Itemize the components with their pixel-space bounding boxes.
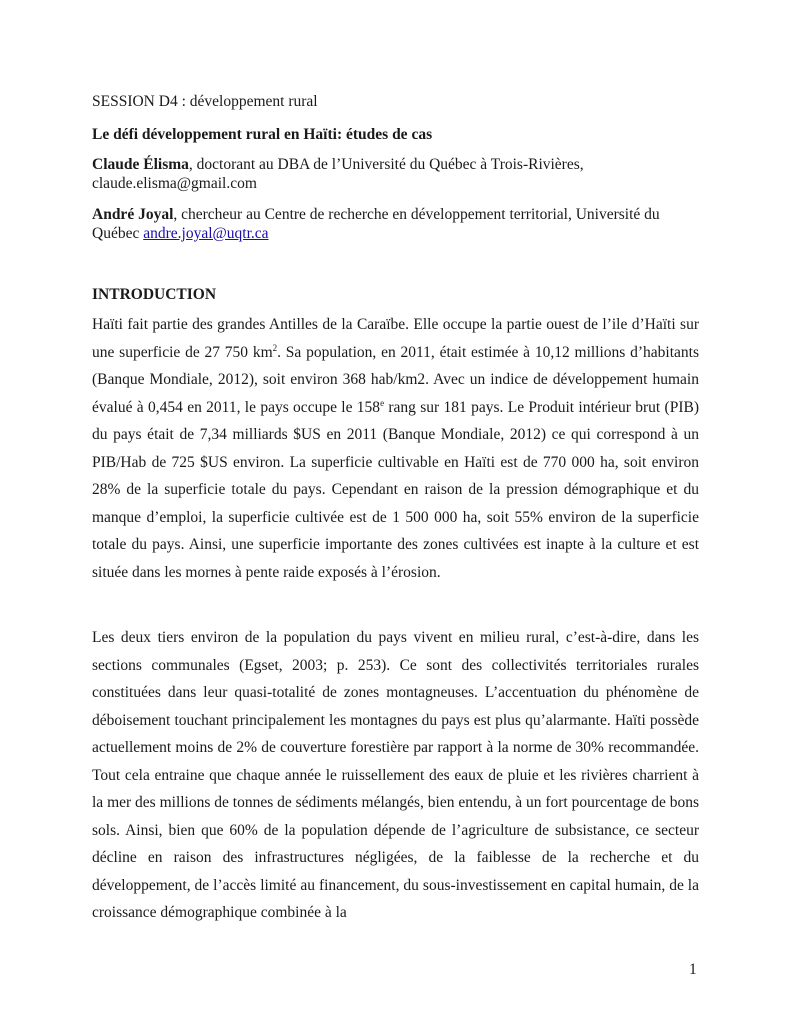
author-2-affiliation: , chercheur au Centre de recherche en développement territorial, Université du Québec <box>92 206 660 242</box>
author-1-affiliation: , doctorant au DBA de l’Université du Québec à Trois-Rivières, claude.elisma@gmail.com <box>92 156 584 192</box>
superscript-ordinal: e <box>380 397 385 408</box>
author-2-name: André Joyal <box>92 206 174 223</box>
page-number: 1 <box>689 961 697 978</box>
author-block-2 <box>92 205 699 243</box>
author-block-1 <box>92 155 699 193</box>
author-1-name: Claude Élisma <box>92 156 189 173</box>
paragraph-2: Les deux tiers environ de la population du pays vivent en milieu rural, c’est-à-dire, dans les sections communales (Egset, 2003; p. 253). Ce sont des collectivités territoriales rurales constituées dans leur quasi-totalité de zones montagneuses. L’accentuation du phénomène de déboisement touchant principalement les montagnes du pays est plus qu’alarmante. Haïti possède actuellement moins de 2% de couverture forestière par rapport à la norme de 30% recommandée. Tout cela entraine que chaque année le ruissellement des eaux de pluie et les rivières charrient à la mer des millions de tonnes de sédiments mélangés, bien entendu, à un fort pourcentage de bons sols. Ainsi, bien que 60% de la population dépende de l’agriculture de subsistance, ce secteur décline en raison des infrastructures négligées, de la faiblesse de la recherche et du développement, de l’accès limité au financement, du sous-investissement en capital humain, de la croissance démographique combinée à la <box>92 629 699 921</box>
paragraph-1-part-1: Haïti fait partie des grandes Antilles de la Caraïbe. Elle occupe la partie ouest de l’ile d’Haïti sur une superficie de 27 750 km <box>92 316 699 361</box>
paragraph-1-part-3: rang sur 181 pays. Le Produit intérieur brut (PIB) du pays était de 7,34 milliards $US en 2011 (Banque Mondiale, 2012) ce qui correspond à un PIB/Hab de 725 $US environ. La superficie cultivable en Haïti est de 770 000 ha, soit environ 28% de la superficie totale du pays. Cependant en raison de la pression démographique et du manque d’emploi, la superficie cultivée est de 1 500 000 ha, soit 55% environ de la superficie totale du pays. Ainsi, une superficie importante des zones cultivées est inapte à la culture et est située dans les mornes à pente raide exposés à l’érosion. <box>92 398 699 581</box>
paragraph-1 <box>92 311 699 586</box>
session-label: SESSION D4 : développement rural <box>92 93 318 110</box>
paragraph-1-part-2: . Sa population, en 2011, était estimée à 10,12 millions d’habitants (Banque Mondiale, 2012), soit environ 368 hab/km2. Avec un indice de développement humain évalué à 0,454 en 2011, le pays occupe le 158 <box>92 343 699 416</box>
section-heading-introduction: INTRODUCTION <box>92 286 217 303</box>
superscript-km2: 2 <box>272 342 278 353</box>
document-title: Le défi développement rural en Haïti: études de cas <box>92 126 433 143</box>
author-2-email-link[interactable]: andre.joyal@uqtr.ca <box>143 225 269 242</box>
